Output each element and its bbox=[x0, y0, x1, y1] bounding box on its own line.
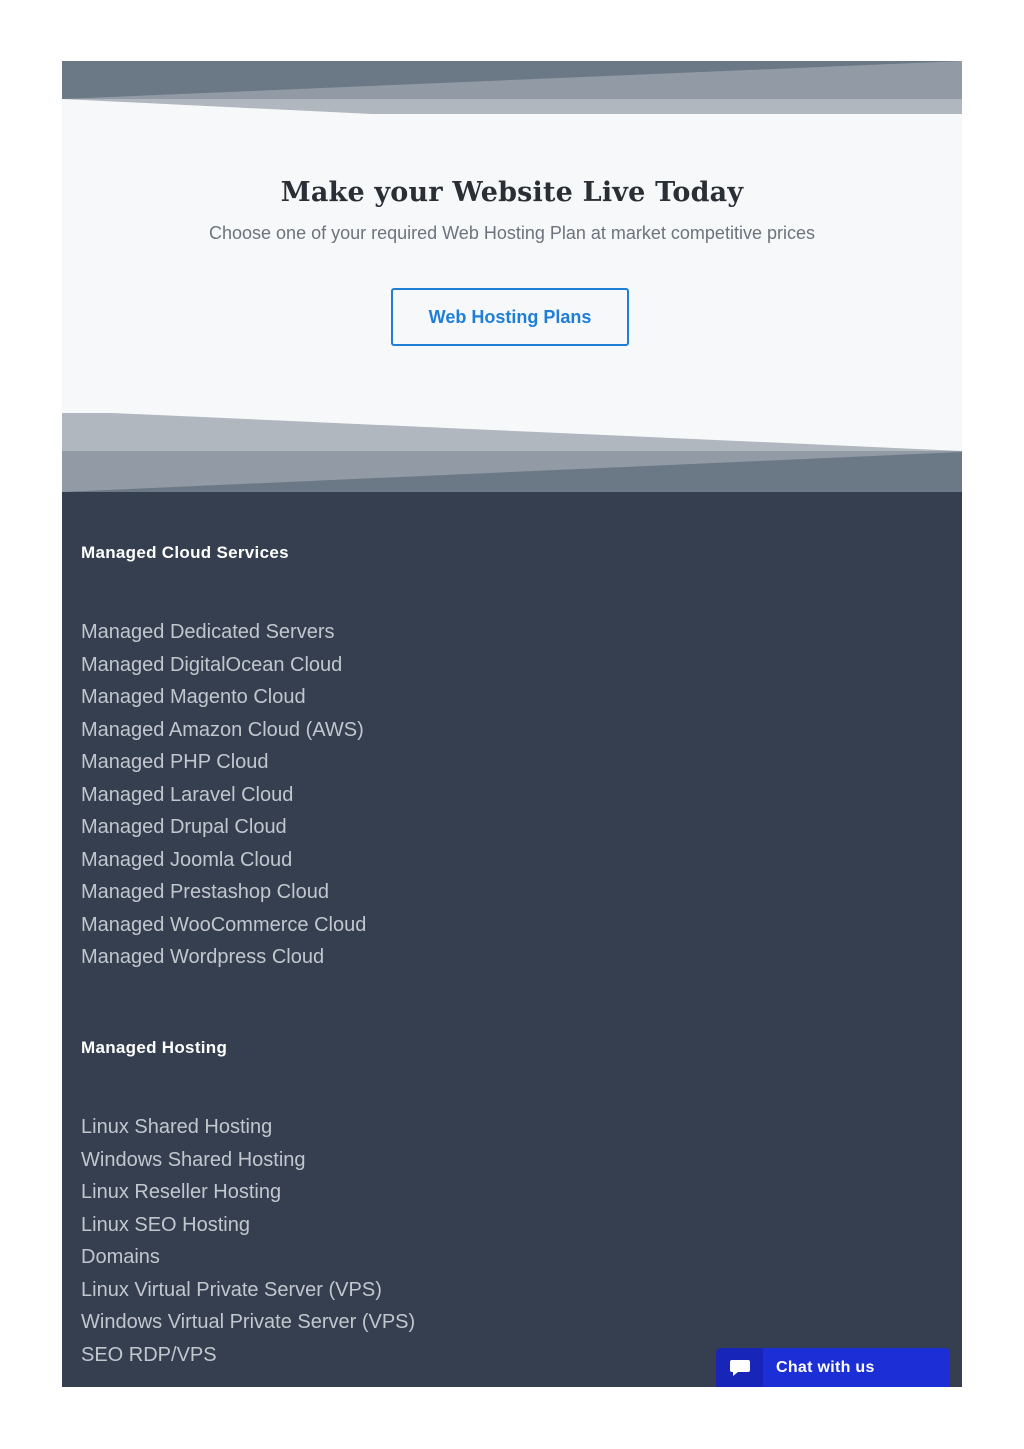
footer-link[interactable]: Managed Laravel Cloud bbox=[81, 783, 294, 806]
managed-cloud-column bbox=[81, 543, 366, 974]
chat-widget-button[interactable] bbox=[716, 1348, 950, 1387]
hero-section bbox=[62, 61, 962, 492]
managed-cloud-links bbox=[81, 616, 366, 974]
site-footer bbox=[62, 492, 962, 1387]
footer-link[interactable]: Linux Shared Hosting bbox=[81, 1116, 273, 1138]
managed-hosting-links bbox=[81, 1111, 415, 1371]
footer-link[interactable]: Managed Wordpress Cloud bbox=[81, 946, 325, 968]
footer-link[interactable]: Managed DigitalOcean Cloud bbox=[81, 653, 343, 676]
footer-link[interactable]: Domains bbox=[81, 1246, 160, 1268]
footer-link[interactable]: SEO RDP/VPS bbox=[81, 1343, 217, 1366]
chat-icon-container bbox=[716, 1348, 763, 1387]
hero-subtitle: Choose one of your required Web Hosting Plan at market competitive prices bbox=[209, 223, 815, 243]
chat-bubble-icon bbox=[729, 1358, 751, 1378]
managed-hosting-heading: Managed Hosting bbox=[81, 1038, 228, 1057]
managed-cloud-heading: Managed Cloud Services bbox=[81, 543, 289, 562]
footer-link[interactable]: Managed Dedicated Servers bbox=[81, 621, 335, 643]
footer-link[interactable]: Managed WooCommerce Cloud bbox=[81, 913, 367, 936]
hero-title: Make your Website Live Today bbox=[280, 177, 744, 208]
top-divider-shape bbox=[62, 61, 962, 114]
footer-link[interactable]: Managed PHP Cloud bbox=[81, 751, 269, 773]
footer-link[interactable]: Managed Amazon Cloud (AWS) bbox=[81, 718, 364, 741]
footer-link[interactable]: Managed Prestashop Cloud bbox=[81, 881, 329, 903]
footer-link[interactable]: Windows Shared Hosting bbox=[81, 1148, 306, 1171]
page-frame bbox=[62, 61, 962, 1387]
footer-link[interactable]: Linux Reseller Hosting bbox=[81, 1181, 282, 1203]
bottom-divider-shape bbox=[62, 413, 962, 492]
web-hosting-plans-button[interactable]: Web Hosting Plans bbox=[391, 288, 629, 346]
footer-link[interactable]: Managed Joomla Cloud bbox=[81, 848, 293, 871]
footer-link[interactable]: Managed Drupal Cloud bbox=[81, 816, 287, 838]
footer-link[interactable]: Linux Virtual Private Server (VPS) bbox=[81, 1278, 382, 1301]
managed-hosting-column bbox=[81, 1038, 415, 1371]
footer-link[interactable]: Managed Magento Cloud bbox=[81, 686, 306, 708]
chat-label: Chat with us bbox=[776, 1358, 875, 1376]
footer-link[interactable]: Windows Virtual Private Server (VPS) bbox=[81, 1311, 416, 1333]
footer-link[interactable]: Linux SEO Hosting bbox=[81, 1213, 250, 1236]
